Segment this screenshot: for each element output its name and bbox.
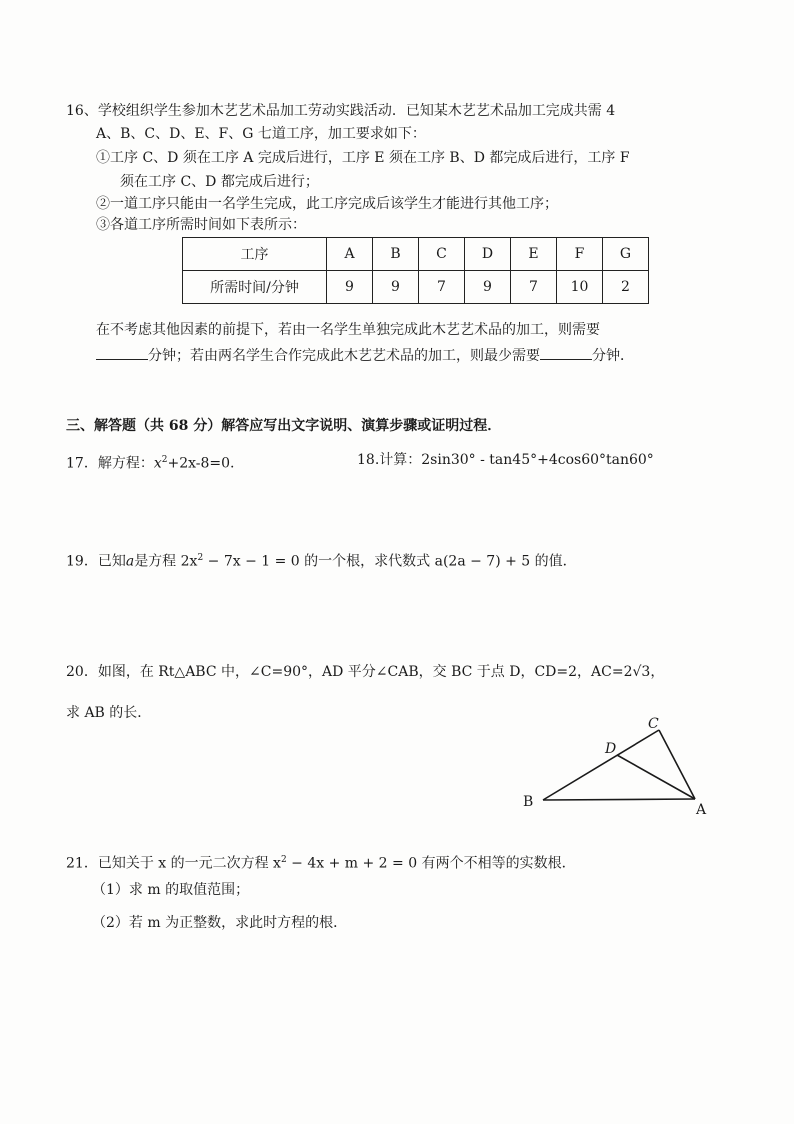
section-3-title: 三、解答题（共 68 分）解答应写出文字说明、演算步骤或证明过程． xyxy=(66,418,502,434)
q21-sub-2: （2）若 m 为正整数，求此时方程的根． xyxy=(92,915,348,931)
table-time: 9 xyxy=(373,271,419,304)
label-a: A xyxy=(696,802,707,818)
segment-bc xyxy=(543,730,659,800)
answer-blank-2[interactable] xyxy=(540,345,592,360)
table-time: 7 xyxy=(419,271,465,304)
table-step: E xyxy=(511,238,557,271)
table-row-steps xyxy=(183,238,649,271)
q21-b: − 4x + m + 2 = 0 有两个不相等的实数根． xyxy=(286,855,576,872)
table-step: G xyxy=(603,238,649,271)
q17 xyxy=(66,450,234,474)
table-step: B xyxy=(373,238,419,271)
q21-stem xyxy=(66,850,576,874)
table-time: 10 xyxy=(557,271,603,304)
table-row-times xyxy=(183,271,649,304)
q17-var: x xyxy=(153,455,162,472)
q21-sub-1: （1）求 m 的取值范围； xyxy=(92,882,250,898)
q16-line-3: ①工序 C、D 须在工序 A 完成后进行，工序 E 须在工序 B、D 都完成后进行，工序 F xyxy=(96,150,630,166)
q19-a: 19．已知 xyxy=(66,553,126,570)
table-header-label: 工序 xyxy=(183,238,327,271)
table-time: 2 xyxy=(603,271,649,304)
q16-line-2: A、B、C、D、E、F、G 七道工序，加工要求如下： xyxy=(96,126,426,142)
q17-exp: 2 xyxy=(161,455,168,465)
q19-b: 是方程 2x xyxy=(134,553,198,570)
q16-line-6: ③各道工序所需时间如下表所示： xyxy=(96,217,306,233)
triangle-figure xyxy=(515,710,725,820)
table-step: F xyxy=(557,238,603,271)
q19-exp: 2 xyxy=(197,553,204,563)
q16-line-7: 在不考虑其他因素的前提下，若由一名学生单独完成此木艺艺术品的加工，则需要 xyxy=(96,322,600,338)
segment-ba xyxy=(543,799,695,800)
answer-blank-1[interactable] xyxy=(96,345,148,360)
q16-line-4: 须在工序 C、D 都完成后进行； xyxy=(120,174,319,190)
q18: 18.计算：2sin30° - tan45°+4cos60°tan60° xyxy=(357,452,654,468)
table-step: C xyxy=(419,238,465,271)
label-d: D xyxy=(605,741,617,757)
table-time: 9 xyxy=(465,271,511,304)
q21-exp: 2 xyxy=(280,855,287,865)
process-time-table xyxy=(182,237,649,304)
q16-line-5: ②一道工序只能由一名学生完成，此工序完成后该学生才能进行其他工序； xyxy=(96,196,558,212)
q17-label: 17．解方程： xyxy=(66,455,154,472)
q16-line-1: 16、学校组织学生参加木艺艺术品加工劳动实践活动．已知某木艺艺术品加工完成共需 4 xyxy=(66,103,616,119)
table-step: A xyxy=(327,238,373,271)
table-step: D xyxy=(465,238,511,271)
q19-c: − 7x − 1 = 0 的一个根，求代数式 a(2a − 7) + 5 的值． xyxy=(203,553,577,570)
q20-line-2: 求 AB 的长． xyxy=(66,705,152,721)
q21-a: 21．已知关于 x 的一元二次方程 x xyxy=(66,855,281,872)
label-b: B xyxy=(523,794,534,810)
q19-var: a xyxy=(125,553,135,570)
table-time-label: 所需时间/分钟 xyxy=(183,271,327,304)
q17-eq-rest: +2x-8=0. xyxy=(167,455,235,472)
label-c: C xyxy=(648,716,659,732)
q16-line-8b: 分钟． xyxy=(592,348,634,364)
table-time: 7 xyxy=(511,271,557,304)
q19 xyxy=(66,548,577,572)
q20-line-1: 20．如图，在 Rt△ABC 中，∠C=90°，AD 平分∠CAB，交 BC 于点 D，CD=2，AC=2√3， xyxy=(66,664,665,680)
table-time: 9 xyxy=(327,271,373,304)
q16-line-8 xyxy=(96,345,634,366)
q16-line-8a: 分钟；若由两名学生合作完成此木艺艺术品的加工，则最少需要 xyxy=(148,348,540,364)
